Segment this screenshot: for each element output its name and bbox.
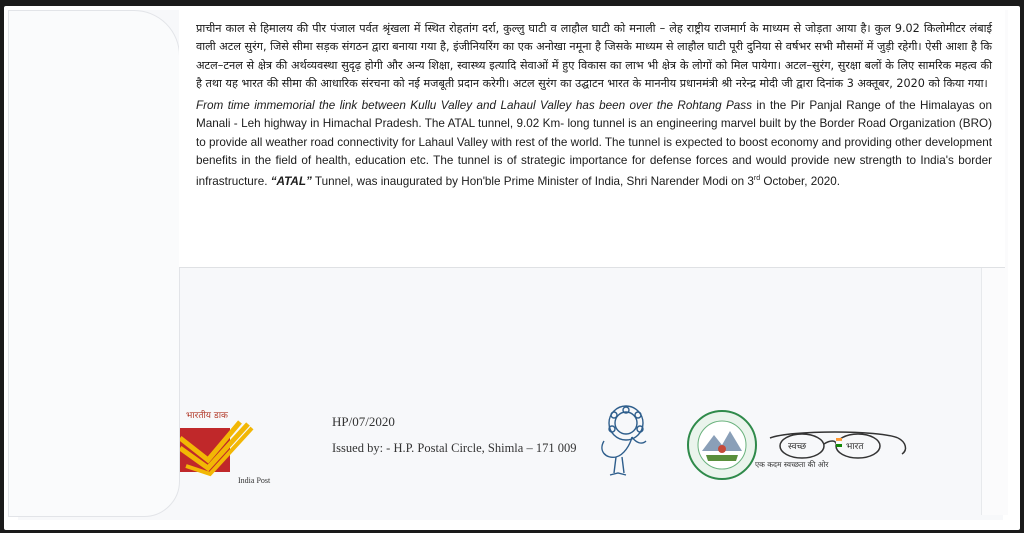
india-post-name: India Post (238, 476, 271, 485)
circle-seal-icon (686, 409, 758, 481)
atal-emphasis: “ATAL” (270, 174, 312, 188)
issued-by: Issued by: - H.P. Postal Circle, Shimla – 171 009 (332, 441, 577, 455)
swachh-caption: एक कदम स्वच्छता की ओर (755, 460, 829, 469)
bharat-label: भारत (846, 442, 864, 452)
cover-code: HP/07/2020 (332, 414, 395, 429)
english-body-1: in the Pir Panjal Range of the Himalayas on Manali - Leh highway in Himachal Pradesh. The ATAL tunnel, 9.02 Km- long tunnel is an engineering marvel built by the Border Road Organization (BRO) to provide all weather road connectivity for Lahaul Valley with rest of the world. The tunnel is expected to boost economy and providing other development benefits in the field of health, education etc. The tunnel is of strategic importance for defense forces and would provide new strength to India's border infrastructure. (196, 99, 992, 188)
swachh-label: स्वच्छ (788, 442, 807, 452)
peacock-icon (596, 401, 654, 481)
hindi-description: प्राचीन काल से हिमालय की पीर पंजाल पर्वत श्रृंखला में स्थित रोहतांग दर्रा, कुल्लु घाटी व लाहौल घाटी को मनाली – लेह राष्ट्रीय राजमार्ग के माध्यम से जोड़ता आया है। कुल 9.02 किलोमीटर लंबाई वाली अटल सुरंग, जिसे सीमा सड़क संगठन द्वारा बनाया गया है, इंजीनियरिंग का एक अनोखा नमूना है जिसके माध्यम से लाहौल घाटी पूरी दुनिया से वर्षभर सभी मौसमों में जुड़ी रहेगी। ऐसी आशा है कि अटल–टनल से क्षेत्र की अर्थव्यवस्था सुदृढ़ होगी और अन्य शिक्षा, स्वास्थ्य इत्यादि सेवाओं में हुए विकास का लाभ भी क्षेत्र के लोगों को मिल पायेगा। अटल–सुरंग, सुरक्षा बलों के लिए सामरिक महत्व की है तथा यह भारत की सीमा की आधारिक संरचना को नई मजबूती प्रदान करेगी। अटल सुरंग का उद्घाटन भारत के माननीय प्रधानमंत्री श्री नरेन्द्र मोदी जी द्वारा दिनांक 3 अक्तूबर, 2020 को किया गया। (196, 22, 992, 90)
english-body-2: Tunnel, was inaugurated by Hon'ble Prime Minister of India, Shri Narender Modi on 3 (311, 174, 754, 188)
india-post-logo (180, 408, 290, 490)
india-post-hindi: भारतीय डाक (186, 411, 228, 421)
english-body-3: October, 2020. (760, 174, 841, 188)
english-italic-lead: From time immemorial the link between Kullu Valley and Lahaul Valley has been over the Rohtang Pass (196, 99, 752, 113)
date-ordinal: rd (753, 175, 761, 182)
